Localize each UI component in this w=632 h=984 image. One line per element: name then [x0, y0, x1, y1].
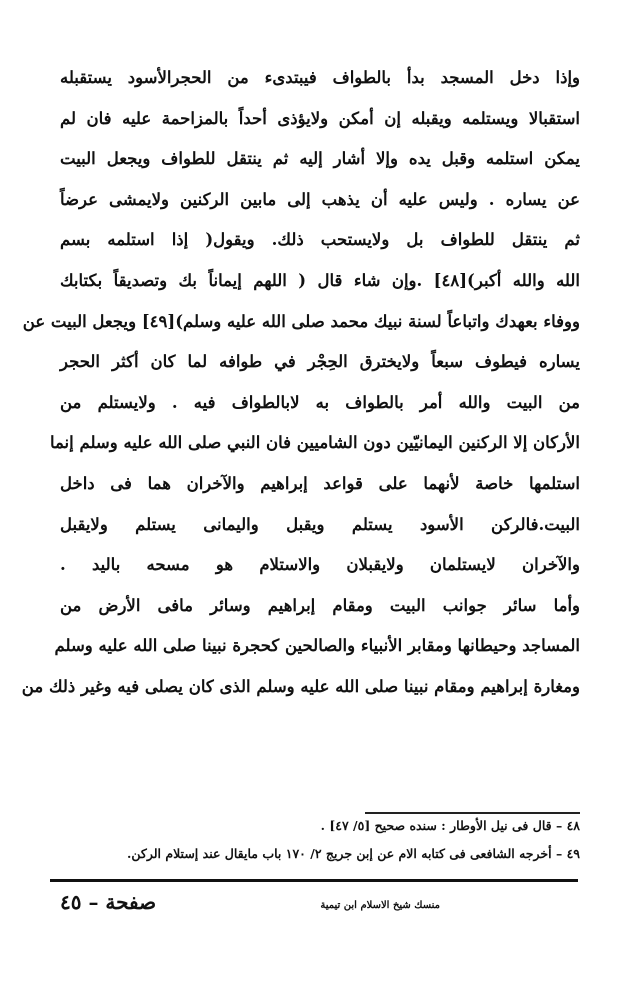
- text-line: ووفاء بعهدك واتباعاً لسنة نبيك محمد صلى الله عليه وسلم)[٤٩] ويجعل البيت عن: [22, 311, 580, 331]
- footnote-48: ٤٨ – قال فى نيل الأوطار : سنده صحيح [٥/ ٤٧] .: [320, 818, 580, 833]
- text-line: يمكن استلمه وقبل يده وإلا أشار إليه ثم ينتقل للطواف ويجعل البيت: [60, 149, 580, 169]
- footnote-49: ٤٩ – أخرجه الشافعى فى كتابه الام عن إبن جريج ٢/ ١٧٠ باب مايقال عند إستلام الركن.: [127, 846, 580, 861]
- page-footer: [60, 890, 580, 926]
- footnote-divider: [365, 812, 580, 814]
- text-line: المساجد وحيطانها ومقابر الأنبياء والصالحين كحجرة نبينا صلى الله عليه وسلم: [54, 636, 580, 656]
- text-line: من البيت والله أمر بالطواف به لابالطواف فيه . ولايستلم من: [60, 392, 580, 412]
- text-line: البيت.فالركن الأسود يستلم ويقبل واليمانى يستلم ولايقبل: [60, 514, 580, 534]
- text-line: الله والله أكبر)[٤٨] .وإن شاء قال ( اللهم إيماناً بك وتصديقاً بكتابك: [60, 270, 581, 290]
- text-line: عن يساره . وليس عليه أن يذهب إلى مابين الركنين ولايمشى عرضاً: [60, 189, 580, 209]
- running-title: منسك شيخ الاسلام ابن تيمية: [320, 900, 440, 911]
- text-line: ومغارة إبراهيم ومقام نبينا صلى الله عليه وسلم الذى كان يصلى فيه وغير ذلك من: [21, 676, 580, 696]
- text-line: وإذا دخل المسجد بدأ بالطواف فيبتدىء من الحجرالأسود يستقبله: [60, 68, 580, 87]
- text-line: الأركان إلا الركنين اليمانيّين دون الشاميين فان النبي صلى الله عليه وسلم إنما: [49, 433, 580, 453]
- text-line: استقبالا ويستلمه ويقبله إن أمكن ولايؤذى أحداً بالمزاحمة عليه فان لم: [60, 108, 580, 128]
- text-line: والآخران لايستلمان ولايقبلان والاستلام هو مسحه باليد .: [60, 555, 580, 575]
- footer-divider: [50, 879, 578, 882]
- text-line: وأما سائر جوانب البيت ومقام إبراهيم وسائر مافى الأرض من: [60, 595, 580, 615]
- main-text: [21, 58, 581, 708]
- page-number: صفحة – ٤٥: [60, 890, 157, 914]
- text-line: ثم ينتقل للطواف بل ولايستحب ذلك. ويقول( إذا استلمه بسم: [60, 230, 580, 250]
- text-line: يساره فيطوف سبعاً ولايخترق الحِجْر في طوافه لما كان أكثر الحجر: [60, 352, 580, 372]
- text-line: استلمها خاصة لأنهما على قواعد إبراهيم والآخران هما فى داخل: [60, 473, 580, 493]
